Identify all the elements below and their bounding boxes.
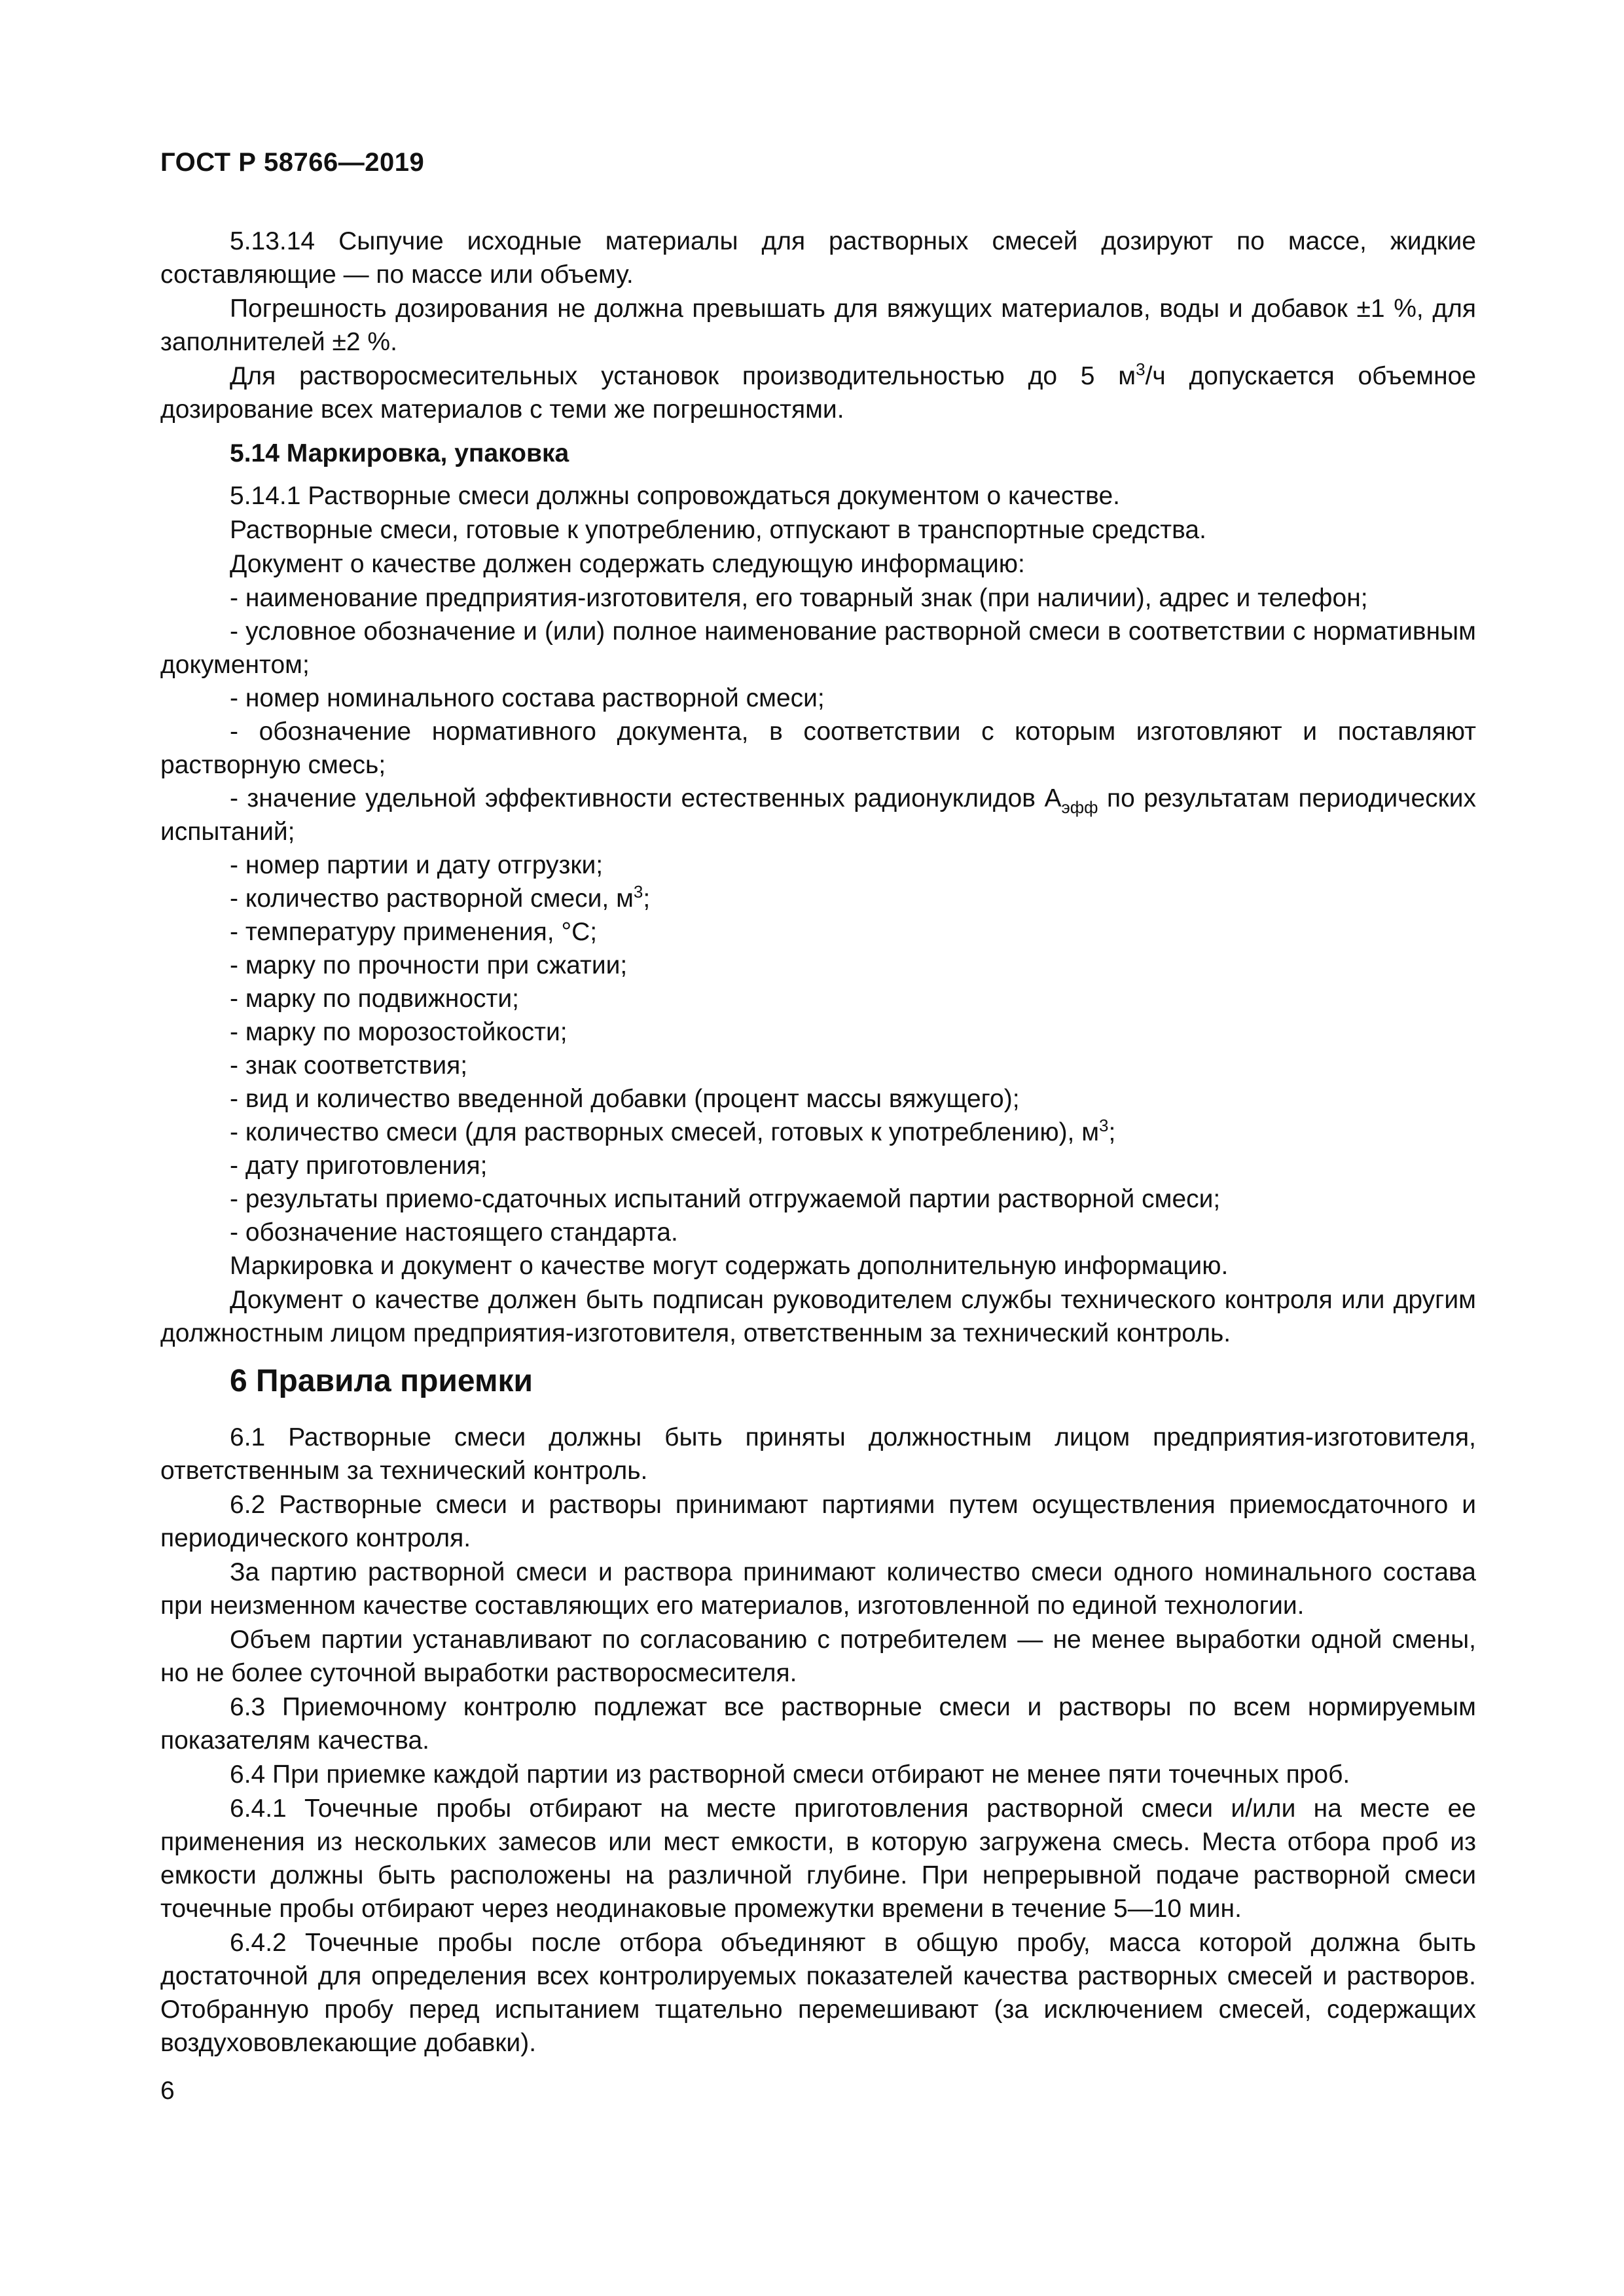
paragraph-5-13-14: 5.13.14 Сыпучие исходные материалы для растворных смесей дозируют по массе, жидкие составляющие — по массе или объему. (160, 227, 1476, 289)
text-fragment: по результатам периодических испытаний; (160, 784, 1476, 846)
paragraph-5-14-1: 5.14.1 Растворные смеси должны сопровождаться документом о качестве. (230, 482, 1120, 510)
paragraph-ready-mixes: Растворные смеси, готовые к употреблению, отпускают в транспортные средства. (230, 516, 1206, 544)
subscript: эфф (1061, 797, 1098, 817)
paragraph-batch-definition: За партию растворной смеси и раствора принимают количество смеси одного номинального состава при неизменном качестве составляющих его материалов, изготовленной по единой технологии. (160, 1558, 1476, 1620)
list-item (160, 782, 1476, 848)
list-item: - знак соответствия; (230, 1051, 468, 1080)
paragraph-6-3: 6.3 Приемочному контролю подлежат все растворные смеси и растворы по всем нормируемым показателям качества. (160, 1693, 1476, 1755)
paragraph-6-4-1: 6.4.1 Точечные пробы отбирают на месте приготовления растворной смеси и/или на месте ее применения из нескольких замесов или мест емкости, в которую загружена смесь. Места отбора проб из емкости должны быть расположены на различной глубине. При непрерывной подаче растворной смеси точечные пробы отбирают через неодинаковые промежутки времени в течение 5—10 мин. (160, 1795, 1476, 1923)
list-item: - вид и количество введенной добавки (процент массы вяжущего); (230, 1085, 1020, 1113)
text-fragment: /ч допускается объемное дозирование всех материалов с теми же погрешностями. (160, 362, 1477, 424)
list-item: - результаты приемо-сдаточных испытаний отгружаемой партии растворной смеси; (230, 1185, 1221, 1213)
list-item: - дату приготовления; (230, 1152, 488, 1180)
page-body (160, 225, 1476, 2060)
list-item: - наименование предприятия-изготовителя, его товарный знак (при наличии), адрес и телефон; (230, 584, 1368, 612)
list-item (160, 1116, 1476, 1149)
list-item: - обозначение настоящего стандарта. (230, 1218, 678, 1247)
paragraph-6-1: 6.1 Растворные смеси должны быть приняты должностным лицом предприятия-изготовителя, ответственным за технический контроль. (160, 1423, 1476, 1485)
list-item (160, 882, 1476, 915)
text-fragment: Для растворосмесительных установок производительностью до 5 м (230, 362, 1136, 390)
paragraph-6-2: 6.2 Растворные смеси и растворы принимают партиями путем осуществления приемосдаточного и периодического контроля. (160, 1491, 1476, 1552)
paragraph-signature: Документ о качестве должен быть подписан руководителем службы технического контроля или другим должностным лицом предприятия-изготовителя, ответственным за технический контроль. (160, 1286, 1476, 1347)
paragraph-additional-info: Маркировка и документ о качестве могут содержать дополнительную информацию. (230, 1252, 1229, 1280)
section-heading-5-14: 5.14 Маркировка, упаковка (230, 439, 569, 467)
text-fragment: ; (1108, 1118, 1116, 1146)
list-item: - условное обозначение и (или) полное наименование растворной смеси в соответствии с нормативным документом; (160, 617, 1476, 679)
paragraph-document-contents: Документ о качестве должен содержать следующую информацию: (230, 550, 1025, 578)
paragraph-batch-volume: Объем партии устанавливают по согласованию с потребителем — не менее выработки одной смены, но не более суточной выработки растворосмесителя. (160, 1626, 1476, 1687)
list-item: - марку по прочности при сжатии; (230, 951, 628, 979)
list-item: - марку по морозостойкости; (230, 1018, 568, 1046)
paragraph-6-4: 6.4 При приемке каждой партии из растворной смеси отбирают не менее пяти точечных проб. (230, 1760, 1350, 1789)
page-number: 6 (160, 2077, 175, 2105)
superscript: 3 (633, 882, 643, 902)
list-item: - номер партии и дату отгрузки; (230, 851, 604, 879)
superscript: 3 (1136, 359, 1146, 379)
list-item: - температуру применения, °С; (230, 918, 598, 946)
list-item: - обозначение нормативного документа, в соответствии с которым изготовляют и поставляют растворную смесь; (160, 718, 1476, 779)
text-fragment: - количество растворной смеси, м (230, 884, 634, 913)
paragraph-volume-dosing (160, 359, 1476, 426)
list-item: - номер номинального состава растворной смеси; (230, 684, 825, 712)
document-code-header: ГОСТ Р 58766—2019 (160, 148, 425, 177)
paragraph-dosing-tolerance: Погрешность дозирования не должна превышать для вяжущих материалов, воды и добавок ±1 %, для заполнителей ±2 %. (160, 295, 1476, 356)
superscript: 3 (1099, 1116, 1109, 1135)
list-item: - марку по подвижности; (230, 985, 520, 1013)
text-fragment: - значение удельной эффективности естественных радионуклидов А (230, 784, 1062, 812)
text-fragment: - количество смеси (для растворных смесей, готовых к употреблению), м (230, 1118, 1100, 1146)
text-fragment: ; (643, 884, 651, 913)
section-heading-6: 6 Правила приемки (230, 1364, 533, 1398)
paragraph-6-4-2: 6.4.2 Точечные пробы после отбора объединяют в общую пробу, масса которой должна быть достаточной для определения всех контролируемых показателей качества растворных смесей и растворов. Отобранную пробу перед испытанием тщательно перемешивают (за исключением смесей, содержащих воздухововлекающие добавки). (160, 1929, 1476, 2057)
